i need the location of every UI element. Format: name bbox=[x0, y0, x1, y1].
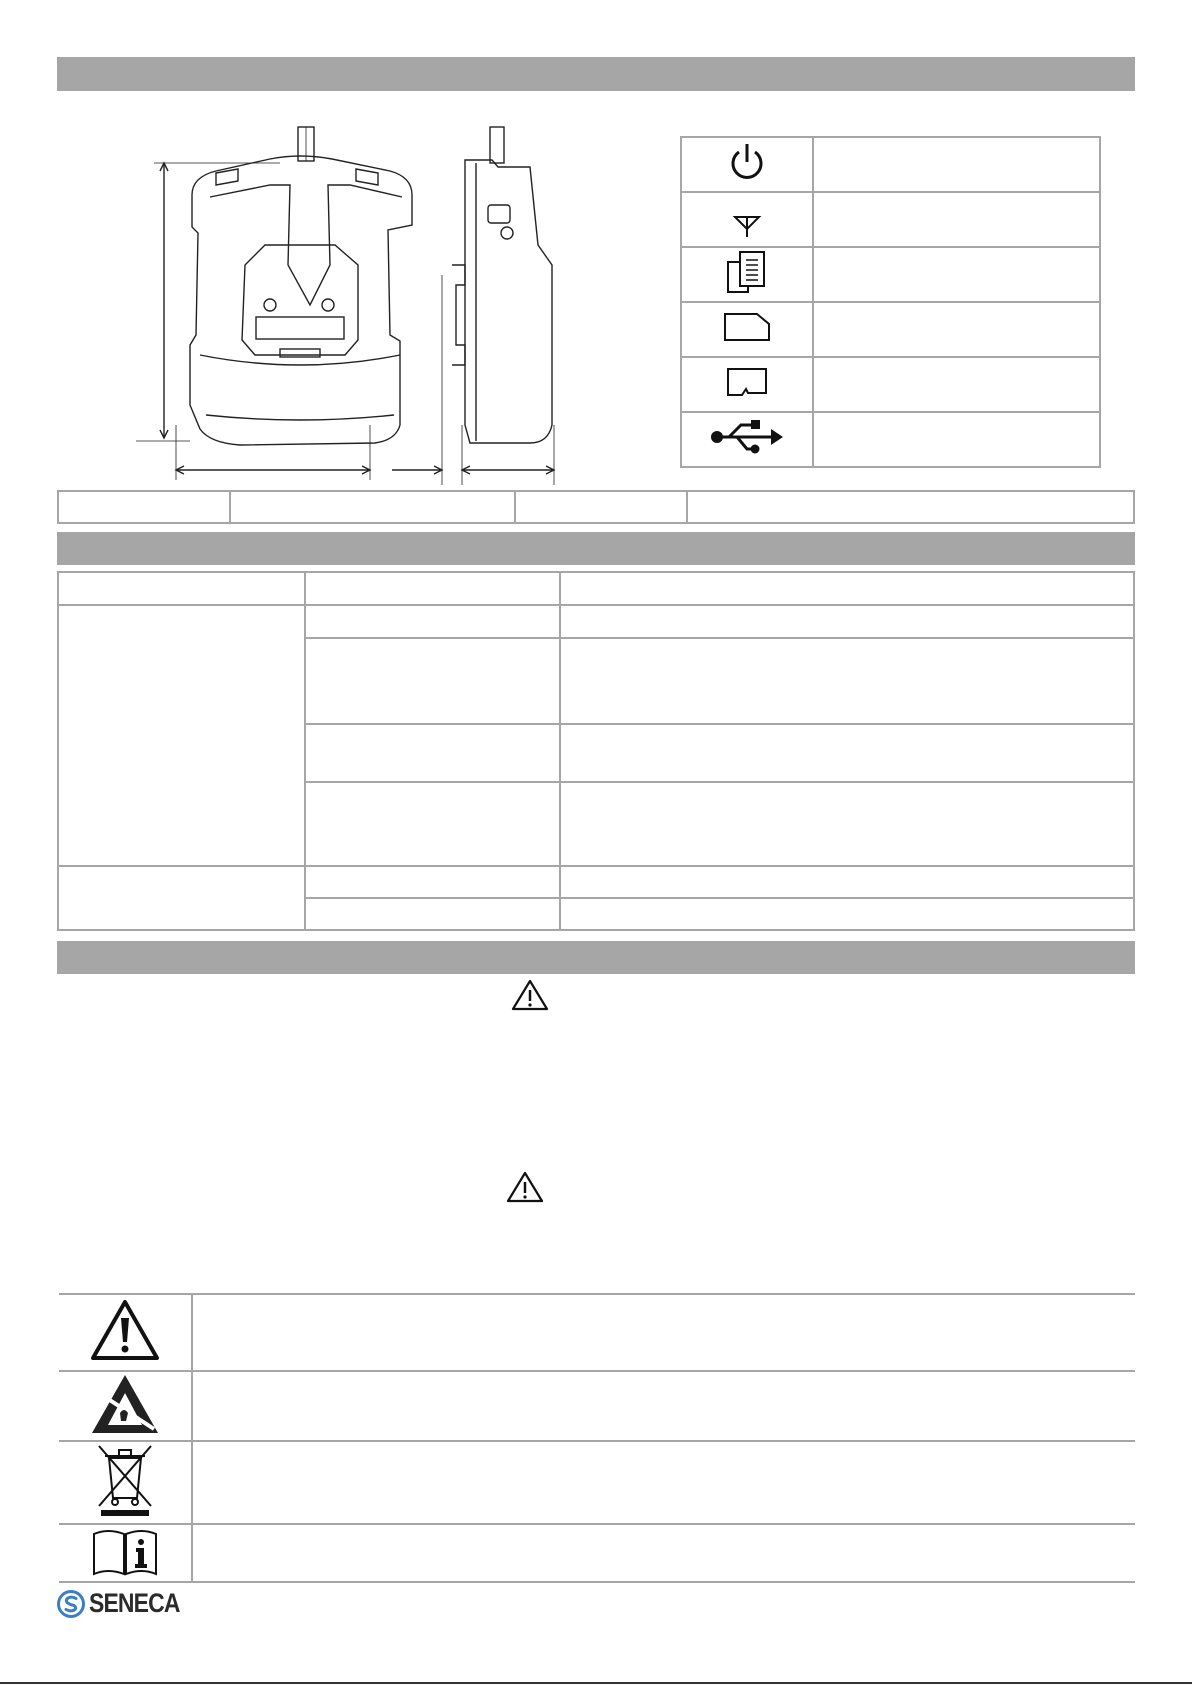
legend-desc-antenna bbox=[813, 192, 1100, 247]
warning-icon bbox=[510, 978, 550, 1012]
icon-legend-table bbox=[680, 136, 1101, 468]
legend-row-antenna bbox=[681, 192, 1100, 247]
weight-label-cell bbox=[515, 491, 687, 523]
dimensions-label-cell bbox=[58, 491, 230, 523]
symbol-row-weee bbox=[59, 1441, 1135, 1524]
safety-symbols-table bbox=[59, 1293, 1135, 1583]
specifications-table bbox=[57, 571, 1135, 931]
spec-header-row bbox=[58, 572, 1134, 605]
micro-sd-icon bbox=[726, 367, 768, 397]
spec-group-cell-2 bbox=[58, 866, 305, 930]
manual-info-icon bbox=[90, 1526, 160, 1576]
documents-icon bbox=[724, 248, 770, 296]
section-header-dimensions bbox=[57, 57, 1135, 91]
seneca-s-icon bbox=[57, 1590, 85, 1618]
warning-icon bbox=[89, 1298, 161, 1362]
legend-row-usb bbox=[681, 412, 1100, 467]
esd-icon bbox=[90, 1373, 160, 1435]
sd-card-icon bbox=[723, 312, 771, 342]
legend-row-documents bbox=[681, 247, 1100, 302]
symbol-row-manual bbox=[59, 1524, 1135, 1582]
brand-logo bbox=[57, 1588, 196, 1619]
legend-desc-usb bbox=[813, 412, 1100, 467]
spec-group-cell-1 bbox=[58, 605, 305, 866]
spec-row bbox=[58, 866, 1134, 898]
section-header-installation bbox=[57, 941, 1135, 974]
usb-icon bbox=[709, 417, 785, 457]
footer-rule bbox=[0, 1682, 1192, 1684]
antenna-icon bbox=[727, 197, 767, 237]
dimensions-weight-row bbox=[57, 490, 1135, 524]
legend-desc-power bbox=[813, 137, 1100, 192]
legend-row-power bbox=[681, 137, 1100, 192]
symbol-row-esd bbox=[59, 1371, 1135, 1441]
legend-desc-sd-card bbox=[813, 302, 1100, 357]
weee-bin-icon bbox=[93, 1442, 157, 1518]
weight-value-cell bbox=[687, 491, 1134, 523]
spec-row bbox=[58, 605, 1134, 638]
legend-desc-micro-sd bbox=[813, 357, 1100, 412]
legend-row-micro-sd bbox=[681, 357, 1100, 412]
symbol-row-warning bbox=[59, 1294, 1135, 1371]
legend-row-sd-card bbox=[681, 302, 1100, 357]
dimensions-value-cell bbox=[230, 491, 515, 523]
power-icon bbox=[725, 140, 769, 184]
warning-icon bbox=[505, 1170, 545, 1204]
legend-desc-documents bbox=[813, 247, 1100, 302]
section-header-specifications bbox=[57, 532, 1135, 565]
brand-name: SENECA bbox=[89, 1588, 180, 1618]
device-dimension-drawing bbox=[120, 125, 600, 485]
